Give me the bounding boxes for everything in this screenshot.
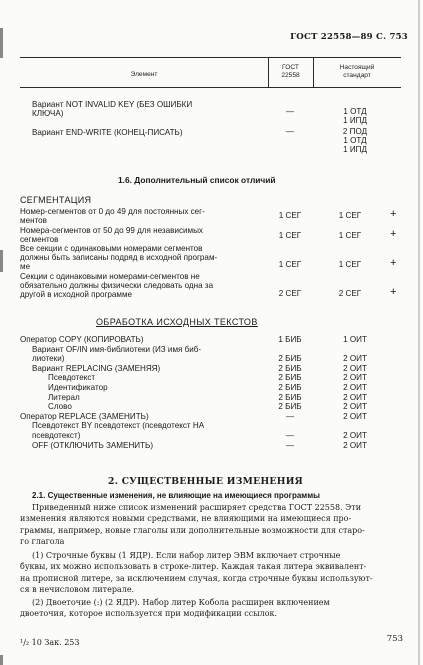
standard-value: 2 ОИТ [343,440,367,450]
gost-value: — [285,440,295,450]
gost-value: 1 СЕГ [278,260,302,269]
page-edge-shadow [418,0,420,665]
text-line: (2) Двоеточие (:) (2 ЯДР). Набор литер Кобола расширен включением [32,598,330,607]
row-label: Все секции с одинаковыми номерами сегментов [20,244,203,253]
row-label: Номер-сегментов от 0 до 49 для постоянных сег- [20,207,205,216]
page-number: 753 [386,634,403,644]
source-row-label: Оператор REPLACE (ЗАМЕНИТЬ) [20,411,149,421]
text-line: (1) Строчные буквы (1 ЯДР). Если набор литер ЭВМ включает строчные [32,551,341,560]
row-label: ментов [20,216,47,226]
gost-value: 1 БИБ [278,335,302,344]
gost-label: ГОСТ [282,64,299,71]
gost-value: 2 СЕГ [278,289,302,298]
gost-value: 2 БИБ [278,363,302,373]
plus-mark: + [390,208,397,220]
value-line: 1 ОТД [343,136,367,146]
standard-line1: Настоящий [339,64,375,71]
gost-value: 2 БИБ [278,392,302,402]
column-header-element: Элемент [130,71,158,78]
row-label: КЛЮЧА) [32,109,64,119]
scan-edge-mark [0,655,3,665]
text-line: на прописной литере, за исключением случая, когда строчные буквы используют- [20,573,373,583]
row-label: ме [20,262,31,272]
standard-value: 2 ОИТ [343,431,367,440]
value-line: 1 ИПД [343,116,367,126]
source-row-label: Оператор COPY (КОПИРОВАТЬ) [20,335,144,344]
column-header-standard [313,64,401,79]
text-line: двоеточия, которое используется при модификации ссылок. [20,609,278,619]
source-row-label: псевдотекст) [32,431,81,440]
text-line: го глагола [20,536,65,546]
row-label: Секции с одинаковыми номерами-сегментов не [20,272,200,281]
value-line: 2 ПОД [342,127,368,136]
page-header: ГОСТ 22558—89 С. 753 [290,32,408,42]
source-row-label: Идентификатор [48,383,108,392]
source-row-label: Вариант REPLACING (ЗАМЕНЯЯ) [32,363,161,373]
section-2-title: 2. СУЩЕСТВЕННЫЕ ИЗМЕНЕНИЯ [108,476,304,487]
source-processing-heading: ОБРАБОТКА ИСХОДНЫХ ТЕКСТОВ [96,317,258,327]
seg-row-permanent [20,207,205,225]
source-row-label: Литерал [48,392,80,402]
section-1-6-title: 1.6. Дополнительный список отличий [118,175,276,185]
plus-mark: + [390,286,397,298]
text-line: граммы, например, новые глаголы или дополнительные возможности для старо- [20,525,365,535]
paragraph-colon [20,597,330,620]
plus-mark: + [390,228,397,240]
gost-value: 1 СЕГ [278,231,302,240]
source-row-label: Псевдотекст [48,373,96,383]
row-label: должны быть записаны подряд в исходной програм- [20,253,218,263]
standard-value: 1 СЕГ [338,260,362,269]
standard-value [330,127,380,155]
scan-edge-mark [0,28,3,58]
seg-row-nonconsecutive [20,272,213,300]
standard-value: 2 СЕГ [338,289,362,298]
gost-value: — [285,127,295,136]
paragraph-intro [20,502,365,547]
gost-value: 1 СЕГ [278,211,302,220]
column-header-gost [268,64,313,79]
gost-value: 2 БИБ [278,354,302,364]
plus-mark: + [390,257,397,269]
scan-edge-mark [0,250,3,272]
standard-value: 2 ОИТ [343,354,367,364]
table-top-rule [20,57,401,58]
footer-signature: ¹/₂ 10 Зак. 253 [20,638,80,647]
row-label: Номера-сегментов от 50 до 99 для независимых [20,226,203,235]
segmentation-heading: СЕГМЕНТАЦИЯ [20,195,92,205]
standard-value: 2 ОИТ [343,411,367,421]
standard-value: 2 ОИТ [343,383,367,392]
gost-value: 2 БИБ [278,402,302,412]
gost-value: — [285,431,295,440]
source-row-label: Слово [48,402,72,412]
text-line: изменения являются новыми средствами, не влияющими на имеющиеся про- [20,514,352,524]
standard-line2: стандарт [343,71,371,79]
section-2-1-title: 2.1. Существенные изменения, не влияющие на имеющиеся программы [32,491,320,500]
standard-value [330,107,380,125]
gost-value: — [285,411,295,421]
standard-value: 2 ОИТ [343,392,367,402]
row-end-write: Вариант END-WRITE (КОНЕЦ-ПИСАТЬ) [32,128,183,137]
standard-value: 1 СЕГ [338,231,362,240]
standard-value: 1 СЕГ [338,211,362,220]
source-row-label: OFF (ОТКЛЮЧИТЬ ЗАМЕНИТЬ) [32,440,154,450]
source-row-label: Псевдотекст BY псевдотекст (псевдотекст НА [32,421,205,431]
gost-value: 2 БИБ [278,373,302,383]
row-label: сегментов [20,235,59,245]
standard-value: 2 ОИТ [343,363,367,373]
text-line: буквы, их можно использовать в строке-литер. Каждая такая литера эквивалент- [20,562,367,572]
row-label: Вариант NOT INVALID KEY (БЕЗ ОШИБКИ [32,100,193,109]
text-line: ся в нечисловом литерале. [20,584,135,594]
paragraph-lowercase [20,550,373,595]
source-row-label: Вариант OF/IN имя-библиотеки (ИЗ имя биб- [32,344,202,354]
text-line: Приведенный ниже список изменений расширяет средства ГОСТ 22558. Эти [32,503,362,512]
row-label: обязательно должны физически следовать одна за [20,281,214,291]
seg-row-consecutive [20,244,217,272]
table-header-rule [20,87,401,88]
source-row-label: лиотеки) [32,354,65,364]
standard-value: 2 ОИТ [343,373,367,383]
standard-value: 2 ОИТ [343,402,367,412]
gost-value: — [285,107,295,116]
gost-value: 2 БИБ [278,383,302,392]
gost-number: 22558 [281,71,300,79]
value-line: 1 ИПД [343,145,367,155]
value-line: 1 ОТД [343,107,367,116]
seg-row-independent [20,226,203,244]
row-not-invalid-key [32,100,192,118]
standard-value: 1 ОИТ [343,335,367,344]
row-label: другой в исходной программе [20,290,133,300]
